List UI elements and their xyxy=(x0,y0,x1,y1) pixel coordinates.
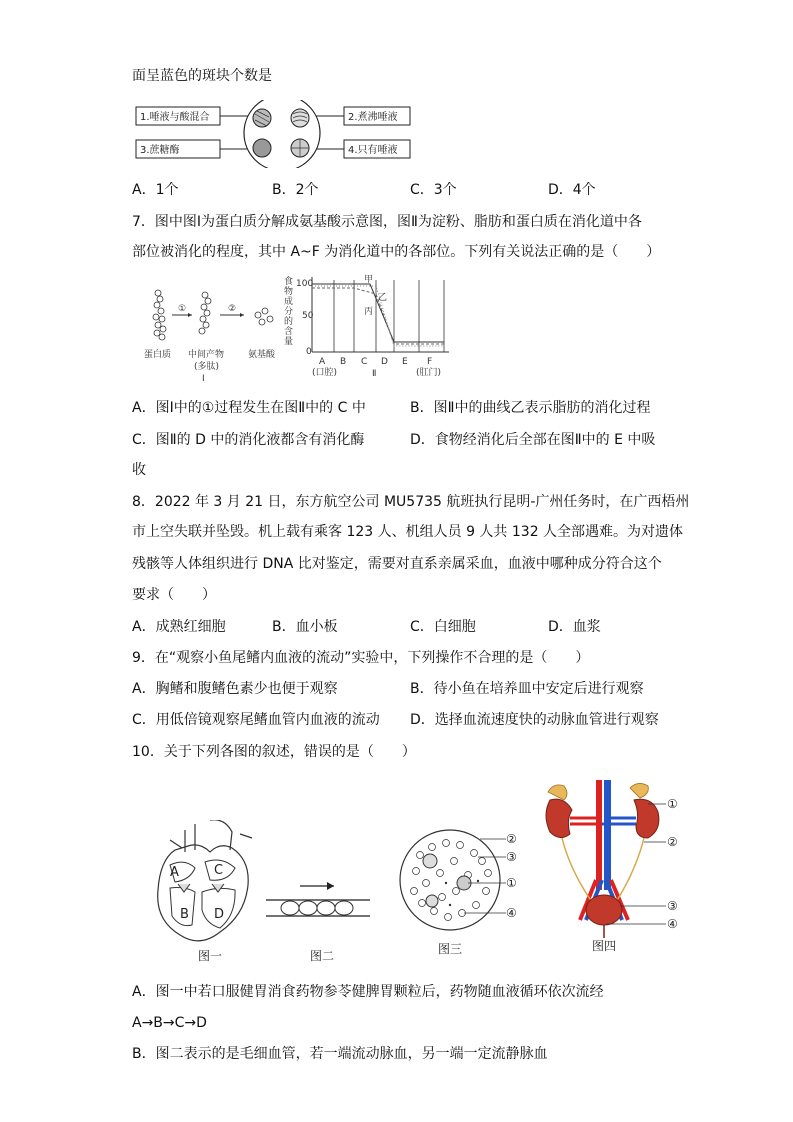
right-kidney xyxy=(634,799,659,838)
svg-text:量: 量 xyxy=(284,337,294,347)
capillary-figure xyxy=(262,880,382,965)
blood-smear-figure xyxy=(398,825,533,960)
y-tick-0: 0 xyxy=(306,347,312,357)
amino-acid-label: 氨基酸 xyxy=(248,350,276,360)
label-3: 3.蔗糖酶 xyxy=(140,145,180,156)
left-kidney xyxy=(546,799,572,837)
curve-yi-label: 乙 xyxy=(378,293,388,303)
q9-option-d: D．选择血流速度快的动脉血管进行观察 xyxy=(410,712,659,728)
q9-option-b: B．待小鱼在培养皿中安定后进行观察 xyxy=(410,681,644,697)
q9-option-a: A．胸鳍和腹鳍色素少也便于观察 xyxy=(132,681,338,697)
heart-label-d: D xyxy=(214,907,225,922)
starch-plate-figure xyxy=(134,100,414,168)
q8-stem-line3: 残骸等人体组织进行 DNA 比对鉴定，需要对直系亲属采血，血液中哪种成分符合这个 xyxy=(132,556,662,572)
svg-text:成: 成 xyxy=(284,297,294,307)
svg-text:的: 的 xyxy=(284,317,294,327)
q7-stem-line2: 部位被消化的程度，其中 A~F 为消化道中的各部位。下列有关说法正确的是（ ） xyxy=(132,244,661,260)
intro-text: 面呈蓝色的斑块个数是 xyxy=(132,68,272,84)
smear-marker-1: ① xyxy=(506,876,517,890)
urinary-system-figure xyxy=(540,780,690,955)
x-cat-a: A xyxy=(319,357,326,367)
q10-option-a-line2: A→B→C→D xyxy=(132,1015,207,1031)
anus-label: (肛门) xyxy=(416,368,442,378)
svg-text:含: 含 xyxy=(284,327,294,337)
curve-bing-label: 丙 xyxy=(364,307,374,317)
bladder xyxy=(586,895,622,925)
figure-three-caption: 图三 xyxy=(438,942,463,956)
q6-option-c: C．3个 xyxy=(410,182,457,198)
q10-option-b: B．图二表示的是毛细血管，若一端流动脉血，另一端一定流静脉血 xyxy=(132,1046,548,1062)
digestion-curve-figure xyxy=(284,272,454,387)
figure-1-roman: Ⅰ xyxy=(202,374,205,384)
figure-two-caption: 图二 xyxy=(310,949,335,963)
heart-label-a: A xyxy=(170,865,179,880)
urinary-marker-2: ② xyxy=(667,835,678,849)
q10-option-a-line1: A．图一中若口服健胃消食药物参苓健脾胃颗粒后，药物随血液循环依次流经 xyxy=(132,984,604,1000)
q7-option-d-cont: 收 xyxy=(132,462,146,478)
polypeptide-label: (多肽) xyxy=(194,362,220,372)
svg-text:分: 分 xyxy=(284,307,294,317)
vena-cava xyxy=(604,780,611,890)
x-cat-d: D xyxy=(381,357,388,367)
figure-one-caption: 图一 xyxy=(198,949,223,963)
urinary-marker-1: ① xyxy=(667,797,678,811)
heart-label-c: C xyxy=(214,863,224,878)
q8-option-a: A．成熟红细胞 xyxy=(132,619,226,635)
smear-marker-2: ② xyxy=(506,832,517,846)
x-cat-e: E xyxy=(402,357,408,367)
white-cell-3 xyxy=(426,895,438,907)
label-2: 2.煮沸唾液 xyxy=(348,112,398,123)
petri-dish xyxy=(244,100,320,168)
step-1-label: ① xyxy=(178,304,187,314)
q6-option-d: D．4个 xyxy=(548,182,596,198)
urinary-marker-4: ④ xyxy=(667,917,678,931)
q6-option-a: A．1个 xyxy=(132,182,179,198)
smear-marker-4: ④ xyxy=(506,906,517,920)
y-tick-50: 50 xyxy=(302,311,314,321)
smear-marker-3: ③ xyxy=(506,850,517,864)
label-4: 4.只有唾液 xyxy=(348,145,398,156)
q9-stem-line1: 9．在“观察小鱼尾鳍内血液的流动”实验中，下列操作不合理的是（ ） xyxy=(132,650,590,666)
spot-3 xyxy=(253,139,271,157)
y-tick-100: 100 xyxy=(296,279,314,289)
svg-text:物: 物 xyxy=(284,287,294,297)
protein-label: 蛋白质 xyxy=(144,350,172,360)
white-cell-1 xyxy=(423,854,437,868)
figure-2-roman: Ⅱ xyxy=(372,369,377,379)
q7-stem-line1: 7．图中图Ⅰ为蛋白质分解成氨基酸示意图，图Ⅱ为淀粉、脂肪和蛋白质在消化道中各 xyxy=(132,214,642,230)
q9-option-c: C．用低倍镜观察尾鳍血管内血液的流动 xyxy=(132,712,380,728)
q8-option-c: C．白细胞 xyxy=(410,619,476,635)
heart-label-b: B xyxy=(180,907,189,922)
q7-option-c: C．图Ⅱ的 D 中的消化液都含有消化酶 xyxy=(132,432,365,448)
intermediate-label: 中间产物 xyxy=(188,350,225,360)
x-cat-f: F xyxy=(427,357,433,367)
step-2-label: ② xyxy=(228,304,237,314)
q6-option-b: B．2个 xyxy=(272,182,319,198)
q8-option-d: D．血浆 xyxy=(548,619,601,635)
q8-option-b: B．血小板 xyxy=(272,619,338,635)
q8-stem-line1: 8．2022 年 3 月 21 日，东方航空公司 MU5735 航班执行昆明-广州任务时，在广西梧州 xyxy=(132,494,690,510)
curve-jia-label: 甲 xyxy=(364,275,374,285)
y-axis-label-1: 食 xyxy=(284,277,294,287)
q8-stem-line4: 要求（ ） xyxy=(132,587,216,603)
label-1: 1.唾液与酸混合 xyxy=(140,112,210,123)
q10-stem-line1: 10．关于下列各图的叙述，错误的是（ ） xyxy=(132,744,416,760)
q7-option-b: B．图Ⅱ中的曲线乙表示脂肪的消化过程 xyxy=(410,400,651,416)
aorta xyxy=(596,780,602,890)
protein-digestion-figure xyxy=(140,285,290,385)
q7-option-d: D．食物经消化后全部在图Ⅱ中的 E 中吸 xyxy=(410,432,656,448)
q8-stem-line2: 市上空失联并坠毁。机上载有乘客 123 人、机组人员 9 人共 132 人全部遇难。为对遗体 xyxy=(132,524,684,540)
figure-four-caption: 图四 xyxy=(592,939,617,953)
heart-figure xyxy=(140,820,270,965)
urinary-marker-3: ③ xyxy=(667,899,678,913)
q7-option-a: A．图Ⅰ中的①过程发生在图Ⅱ中的 C 中 xyxy=(132,400,366,416)
mouth-label: (口腔) xyxy=(312,368,338,378)
x-cat-c: C xyxy=(361,357,368,367)
x-cat-b: B xyxy=(340,357,347,367)
